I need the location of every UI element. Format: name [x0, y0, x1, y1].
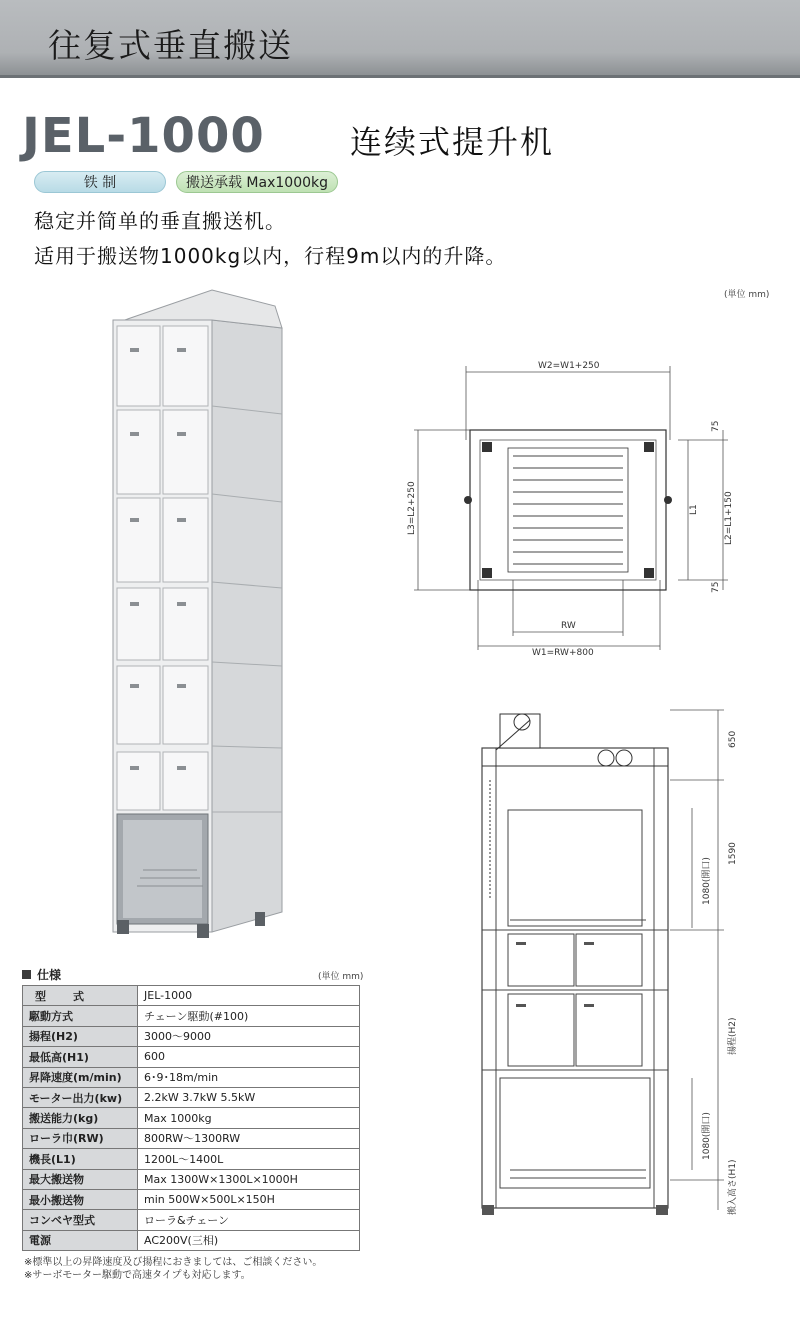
spec-value: ローラ&チェーン: [138, 1210, 360, 1230]
dim-1080-lower: 1080(開口): [702, 1112, 712, 1160]
dim-l3: L3=L2+250: [407, 481, 417, 535]
capacity-tag: 搬送承载 Max1000kg: [176, 171, 338, 193]
spec-label: 型 式: [23, 986, 138, 1006]
dim-h2: 揚程(H2): [728, 1017, 738, 1055]
spec-value: 6･9･18m/min: [138, 1067, 360, 1087]
spec-value: min 500W×500L×150H: [138, 1189, 360, 1209]
spec-label: 機長(L1): [23, 1149, 138, 1169]
spec-label: 電源: [23, 1230, 138, 1250]
material-tag: 铁 制: [34, 171, 166, 193]
table-row: [23, 1026, 360, 1046]
table-row: [23, 1189, 360, 1209]
spec-value: 2.2kW 3.7kW 5.5kW: [138, 1087, 360, 1107]
description-line-1: 稳定并简单的垂直搬送机。: [34, 209, 286, 233]
dim-l2: L2=L1+150: [724, 491, 734, 545]
spec-label: 昇降速度(m/min): [23, 1067, 138, 1087]
dim-1590: 1590: [728, 842, 738, 865]
spec-label: 最低高(H1): [23, 1047, 138, 1067]
spec-value: Max 1300W×1300L×1000H: [138, 1169, 360, 1189]
table-row: [23, 1047, 360, 1067]
dim-75-top: 75: [711, 420, 721, 432]
table-row: [23, 1210, 360, 1230]
table-row: [23, 986, 360, 1006]
spec-value: AC200V(三相): [138, 1230, 360, 1250]
spec-label: ローラ巾(RW): [23, 1128, 138, 1148]
table-row: [23, 1128, 360, 1148]
dim-w1: W1=RW+800: [532, 648, 594, 658]
dim-rw: RW: [561, 621, 576, 631]
spec-value: 1200L～1400L: [138, 1149, 360, 1169]
product-name: 连续式提升机: [350, 123, 555, 161]
category-title: 往复式垂直搬送: [48, 26, 293, 65]
dim-1080-upper: 1080(開口): [702, 857, 712, 905]
spec-label: 駆動方式: [23, 1006, 138, 1026]
spec-value: 3000～9000: [138, 1026, 360, 1046]
table-row: [23, 1006, 360, 1026]
spec-note-2: ※サーボモーター駆動で高速タイプも対応します。: [24, 1270, 251, 1281]
spec-heading-text: 仕様: [37, 968, 62, 982]
spec-value: Max 1000kg: [138, 1108, 360, 1128]
plan-view-drawing: [378, 290, 788, 670]
table-row: [23, 1230, 360, 1250]
spec-label: 搬送能力(kg): [23, 1108, 138, 1128]
table-row: [23, 1087, 360, 1107]
dim-650: 650: [728, 730, 738, 748]
spec-table: [22, 985, 360, 1251]
spec-value: チェーン駆動(#100): [138, 1006, 360, 1026]
spec-note-1: ※標準以上の昇降速度及び揚程におきましては、ご相談ください。: [24, 1257, 323, 1268]
table-row: [23, 1108, 360, 1128]
description-line-2: 适用于搬送物1000kg以内，行程9m以内的升降。: [34, 244, 507, 268]
table-row: [23, 1149, 360, 1169]
spec-label: 揚程(H2): [23, 1026, 138, 1046]
spec-value: JEL-1000: [138, 986, 360, 1006]
product-photo: [95, 282, 295, 952]
spec-value: 800RW～1300RW: [138, 1128, 360, 1148]
model-number: JEL-1000: [22, 108, 265, 164]
spec-unit: (単位 mm): [318, 972, 364, 982]
table-row: [23, 1169, 360, 1189]
dim-75-bottom: 75: [711, 581, 721, 593]
header-band: [0, 0, 800, 78]
spec-label: 最大搬送物: [23, 1169, 138, 1189]
dim-l1: L1: [689, 504, 699, 515]
spec-label: 最小搬送物: [23, 1189, 138, 1209]
spec-label: モーター出力(kw): [23, 1087, 138, 1107]
drawing-unit: (単位 mm): [724, 290, 770, 300]
dim-w2: W2=W1+250: [538, 361, 600, 371]
table-row: [23, 1067, 360, 1087]
dim-h1: 搬入高さ(H1): [728, 1159, 738, 1215]
spec-label: コンベヤ型式: [23, 1210, 138, 1230]
elevation-drawing: [460, 700, 760, 1220]
heading-square-icon: [22, 970, 31, 979]
spec-value: 600: [138, 1047, 360, 1067]
spec-heading: [22, 966, 61, 983]
